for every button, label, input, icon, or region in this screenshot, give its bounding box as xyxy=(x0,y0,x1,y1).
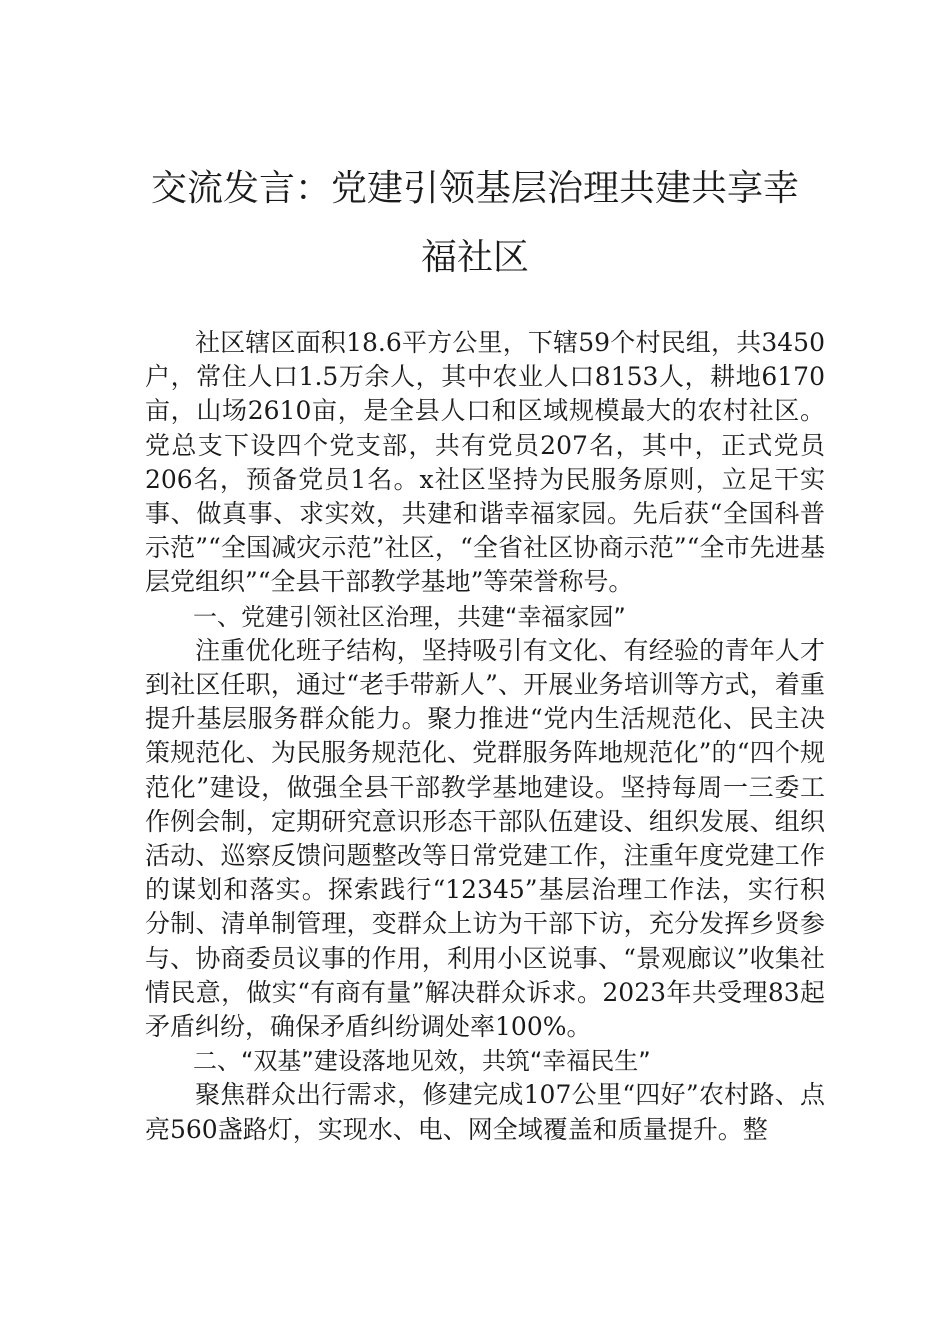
section-heading-1: 一、党建引领社区治理，共建“幸福家园” xyxy=(193,602,626,631)
section-heading-2: 二、“双基”建设落地见效，共筑“幸福民生” xyxy=(193,1047,651,1076)
document-title-line-2: 福社区 xyxy=(420,237,529,278)
document-body xyxy=(145,326,825,1147)
section-1-paragraph: 注重优化班子结构，坚持吸引有文化、有经验的青年人才到社区任职，通过“老手带新人”、开展业务培训等方式，着重提升基层服务群众能力。聚力推进“党内生活规范化、民主决策规范化、为民服务规范化、党群服务阵地规范化”的“四个规范化”建设，做强全县干部教学基地建设。坚持每周一三委工作例会制，定期研究意识形态干部队伍建设、组织发展、组织活动、巡察反馈问题整改等日常党建工作，注重年度党建工作的谋划和落实。探索践行“12345”基层治理工作法，实行积分制、清单制管理，变群众上访为干部下访，充分发挥乡贤参与、协商委员议事的作用，利用小区说事、“景观廊议”收集社情民意，做实“有商有量”解决群众诉求。2023年共受理83起矛盾纠纷，确保矛盾纠纷调处率100%。 xyxy=(145,635,825,1042)
section-2-paragraph: 聚焦群众出行需求，修建完成107公里“四好”农村路、点亮560盏路灯，实现水、电、网全域覆盖和质量提升。整 xyxy=(145,1080,825,1144)
intro-paragraph: 社区辖区面积18.6平方公里，下辖59个村民组，共3450户，常住人口1.5万余人，其中农业人口8153人，耕地6170亩，山场2610亩，是全县人口和区域规模最大的农村社区。党总支下设四个党支部，共有党员207名，其中，正式党员206名，预备党员1名。x社区坚持为民服务原则，立足干实事、做真事、求实效，共建和谐幸福家园。先后获“全国科普示范”“全国减灾示范”社区，“全省社区协商示范”“全市先进基层党组织”“全县干部教学基地”等荣誉称号。 xyxy=(145,328,825,597)
document-title-line-1: 交流发言：党建引领基层治理共建共享幸 xyxy=(150,168,799,209)
